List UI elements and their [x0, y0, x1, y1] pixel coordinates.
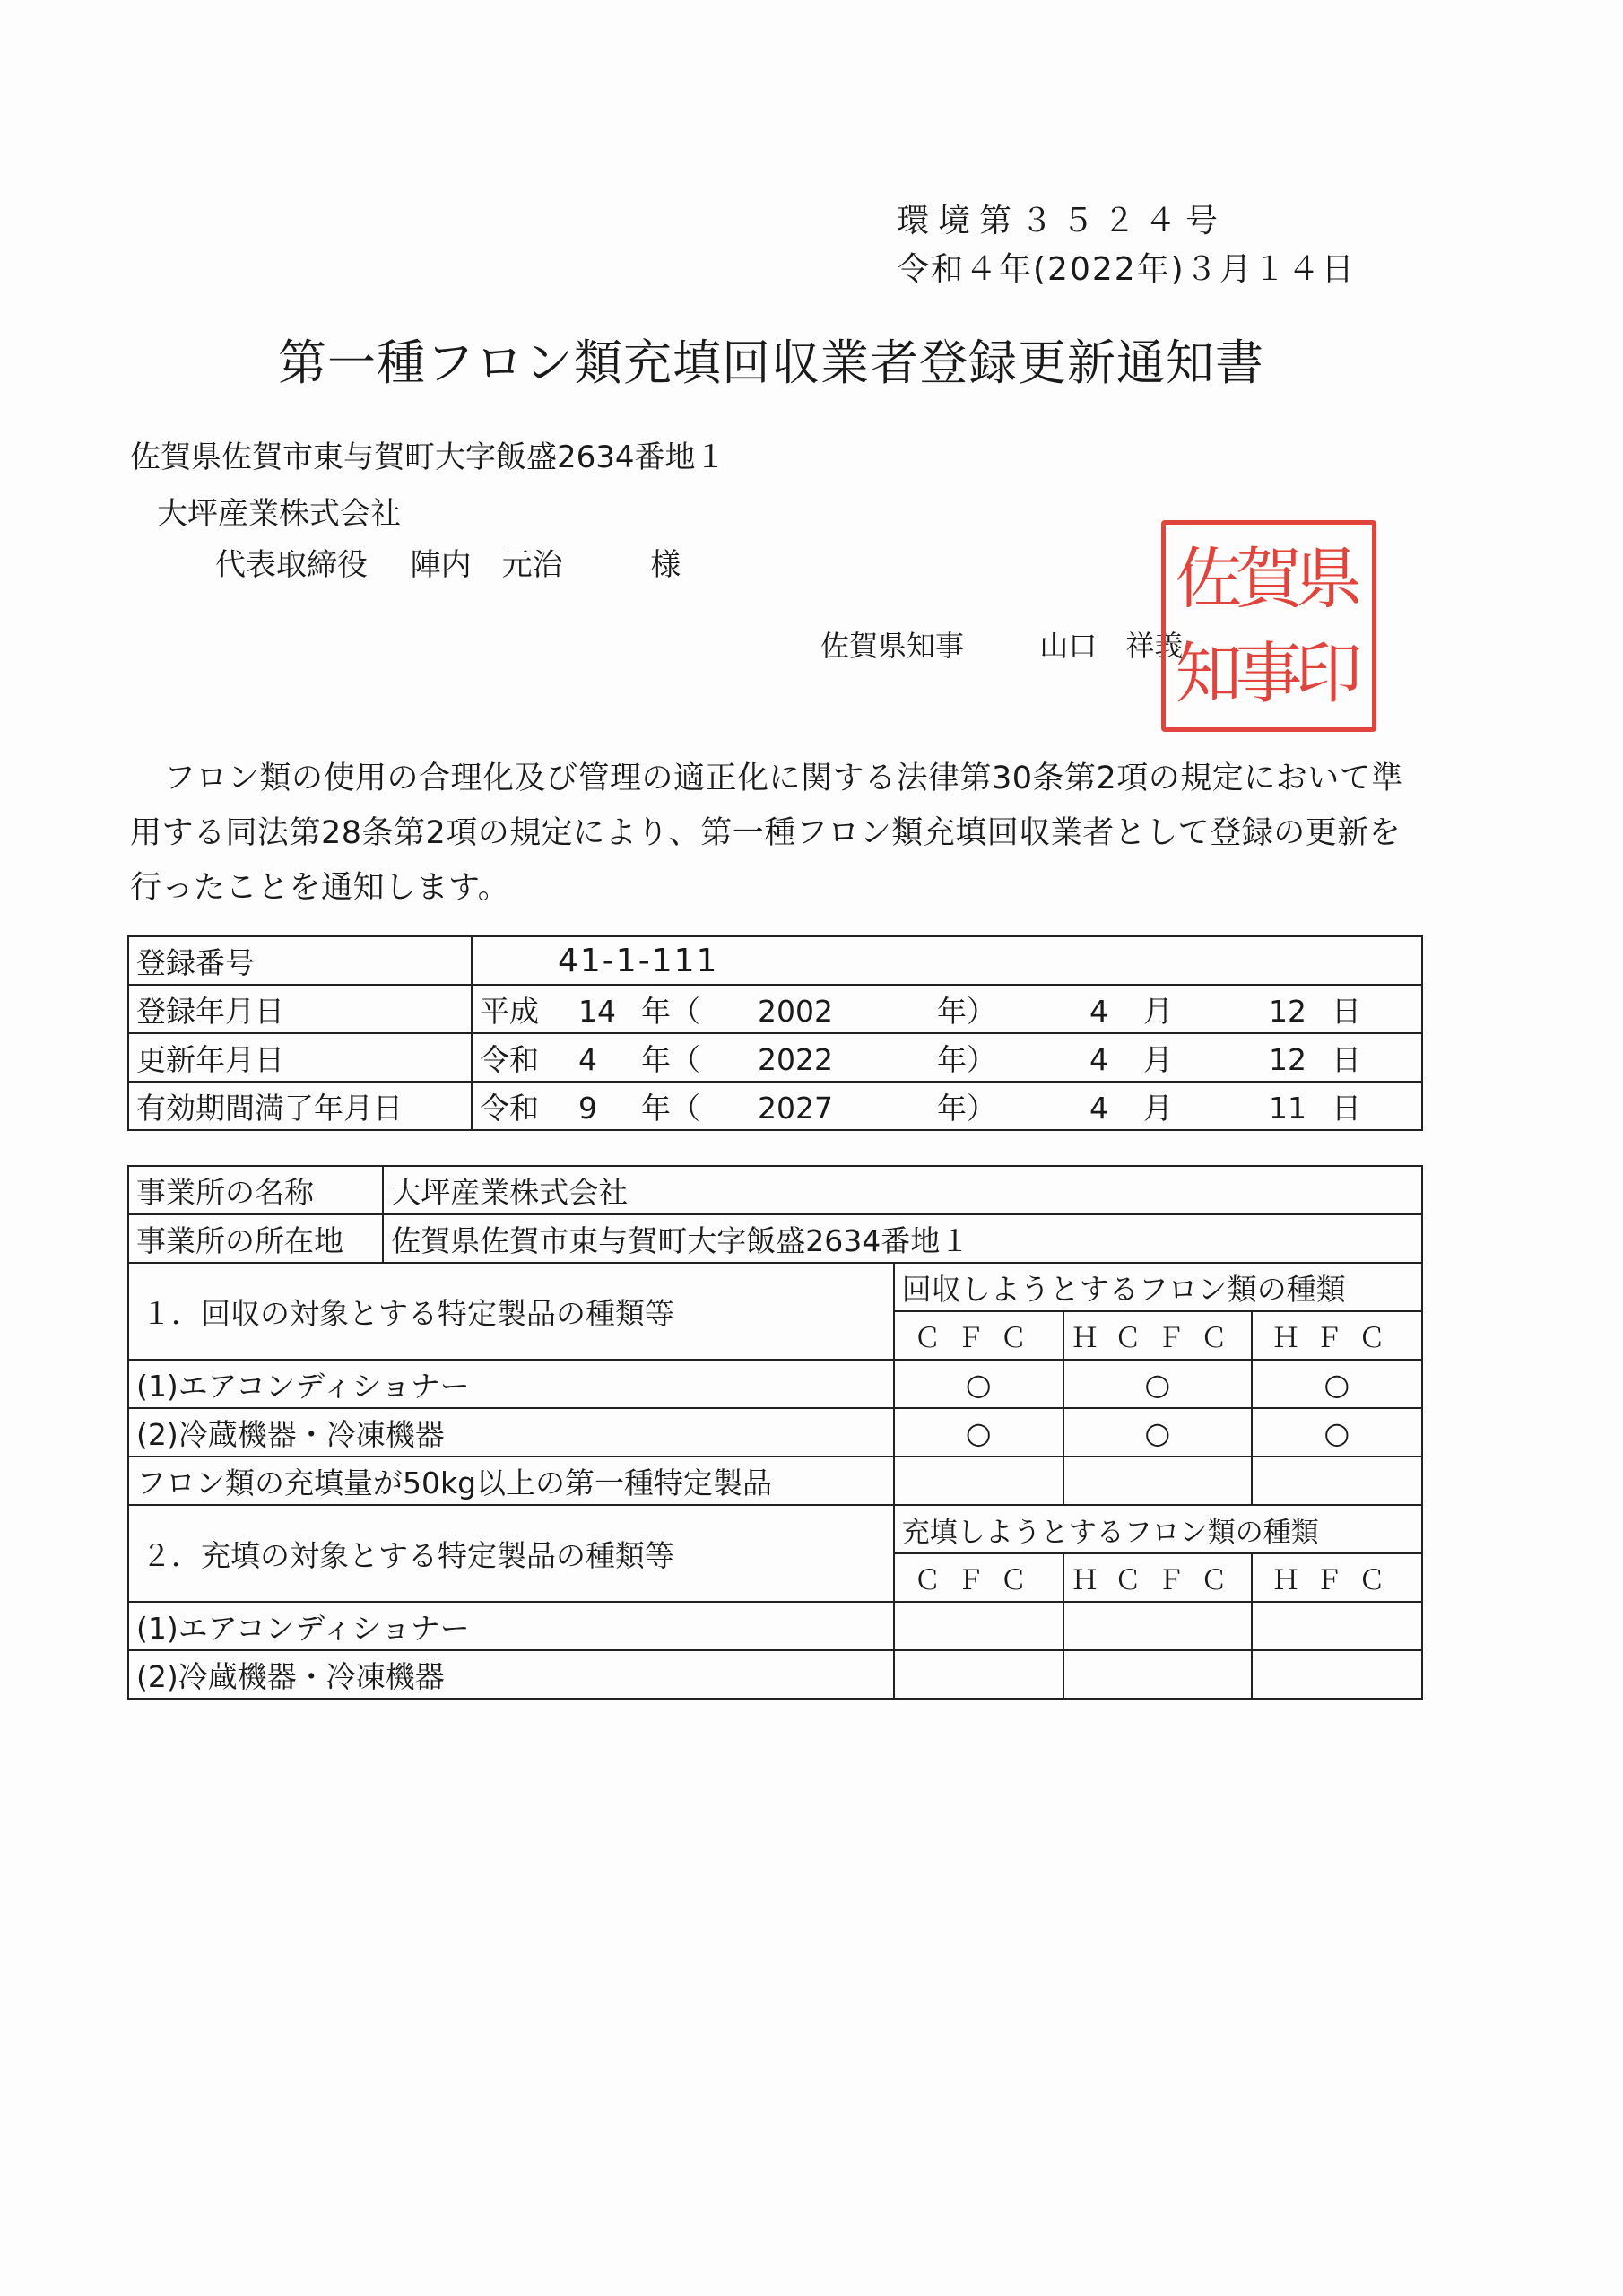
western-year: 2002	[758, 993, 833, 1029]
year-mark: 年（	[641, 1090, 700, 1126]
era: 令和	[480, 1041, 539, 1077]
check-mark	[1252, 1457, 1422, 1505]
office-name-label: 事業所の名称	[128, 1166, 383, 1214]
recovery-types-header: 回収しようとするフロン類の種類	[894, 1263, 1422, 1311]
recipient-address: 佐賀県佐賀市東与賀町大字飯盛2634番地１	[130, 439, 726, 475]
row-label: 有効期間満了年月日	[128, 1082, 472, 1130]
table-row	[128, 1166, 1422, 1214]
table-row	[128, 1408, 1422, 1457]
recipient-representative	[215, 540, 681, 584]
era: 平成	[480, 993, 539, 1029]
month-mark: 月	[1143, 1041, 1173, 1077]
column-hcfc: ＨＣＦＣ	[1063, 1553, 1252, 1602]
date-cell	[472, 1033, 1422, 1082]
column-cfc: ＣＦＣ	[894, 1311, 1063, 1360]
seal-graphic	[1166, 525, 1372, 727]
month: 4	[1089, 1090, 1108, 1126]
table-row	[128, 936, 1422, 985]
svg-text:知: 知	[1175, 634, 1243, 713]
official-seal	[1161, 520, 1376, 732]
month: 4	[1089, 1041, 1108, 1077]
year-close: 年）	[937, 1041, 996, 1077]
table-row	[128, 1457, 1422, 1505]
check-mark	[1252, 1602, 1422, 1650]
notice-body: フロン類の使用の合理化及び管理の適正化に関する法律第30条第2項の規定において準用する同法第28条第2項の規定により、第一種フロン類充填回収業者として登録の更新を行ったことを通知します。	[130, 761, 1403, 906]
check-mark	[1063, 1602, 1252, 1650]
office-table	[127, 1165, 1423, 1700]
svg-text:佐: 佐	[1175, 540, 1243, 619]
year-close: 年）	[937, 993, 996, 1029]
table-row	[128, 1650, 1422, 1699]
check-mark: ○	[1252, 1360, 1422, 1408]
year-mark: 年（	[641, 993, 700, 1029]
day-mark: 日	[1332, 1041, 1361, 1077]
issuer	[820, 623, 1183, 665]
table-row	[128, 1505, 1422, 1553]
day: 12	[1269, 1041, 1306, 1077]
check-mark	[1063, 1457, 1252, 1505]
check-mark	[894, 1457, 1063, 1505]
table-row	[128, 1263, 1422, 1311]
day-mark: 日	[1332, 1090, 1361, 1126]
filling-section-label: ２．充填の対象とする特定製品の種類等	[128, 1505, 894, 1602]
representative-name: 陣内 元治	[410, 547, 563, 583]
month-mark: 月	[1143, 993, 1173, 1029]
day-mark: 日	[1332, 993, 1361, 1029]
western-year: 2027	[758, 1090, 833, 1126]
office-location-label: 事業所の所在地	[128, 1214, 383, 1263]
row-label: 登録年月日	[128, 985, 472, 1033]
check-mark: ○	[894, 1408, 1063, 1457]
row-label: (2)冷蔵機器・冷凍機器	[128, 1408, 894, 1457]
year-close: 年）	[937, 1090, 996, 1126]
registration-table	[127, 935, 1423, 1131]
svg-text:印: 印	[1295, 634, 1363, 713]
table-row	[128, 1214, 1422, 1263]
era-year: 9	[578, 1090, 597, 1126]
table-row	[128, 1082, 1422, 1130]
check-mark: ○	[1063, 1360, 1252, 1408]
table-row	[128, 1360, 1422, 1408]
check-mark	[894, 1650, 1063, 1699]
reference-number: 環境第３５２４号	[897, 203, 1228, 239]
row-label: フロン類の充填量が50kg以上の第一種特定製品	[128, 1457, 894, 1505]
column-cfc: ＣＦＣ	[894, 1553, 1063, 1602]
svg-text:事: 事	[1235, 634, 1303, 713]
column-hfc: ＨＦＣ	[1252, 1553, 1422, 1602]
svg-text:賀: 賀	[1235, 540, 1303, 619]
document-title: 第一種フロン類充填回収業者登録更新通知書	[278, 335, 1264, 391]
svg-text:県: 県	[1295, 540, 1363, 619]
date-cell	[472, 985, 1422, 1033]
office-location: 佐賀県佐賀市東与賀町大字飯盛2634番地１	[383, 1214, 1422, 1263]
check-mark: ○	[894, 1360, 1063, 1408]
check-mark	[894, 1602, 1063, 1650]
era-year: 14	[578, 993, 616, 1029]
check-mark	[1063, 1650, 1252, 1699]
check-mark	[1252, 1650, 1422, 1699]
issue-date: 令和４年(2022年)３月１４日	[897, 251, 1356, 288]
table-row	[128, 1602, 1422, 1650]
recipient-company: 大坪産業株式会社	[157, 496, 401, 532]
row-label: (1)エアコンディショナー	[128, 1360, 894, 1408]
check-mark: ○	[1252, 1408, 1422, 1457]
column-hcfc: ＨＣＦＣ	[1063, 1311, 1252, 1360]
check-mark: ○	[1063, 1408, 1252, 1457]
western-year: 2022	[758, 1041, 833, 1077]
era: 令和	[480, 1090, 539, 1126]
month-mark: 月	[1143, 1090, 1173, 1126]
filling-types-header: 充填しようとするフロン類の種類	[894, 1505, 1422, 1553]
recovery-section-label: １．回収の対象とする特定製品の種類等	[128, 1263, 894, 1360]
date-cell	[472, 1082, 1422, 1130]
day: 12	[1269, 993, 1306, 1029]
day: 11	[1269, 1090, 1306, 1126]
row-label: (2)冷蔵機器・冷凍機器	[128, 1650, 894, 1699]
table-row	[128, 1033, 1422, 1082]
representative-title: 代表取締役	[215, 547, 368, 583]
row-label: (1)エアコンディショナー	[128, 1602, 894, 1650]
month: 4	[1089, 993, 1108, 1029]
table-row	[128, 985, 1422, 1033]
year-mark: 年（	[641, 1041, 700, 1077]
issuer-title: 佐賀県知事	[820, 629, 965, 663]
era-year: 4	[578, 1041, 597, 1077]
registration-number-label: 登録番号	[128, 936, 472, 985]
office-name: 大坪産業株式会社	[383, 1166, 1422, 1214]
issuer-name: 山口 祥義	[1039, 629, 1184, 663]
honorific: 様	[650, 547, 681, 583]
row-label: 更新年月日	[128, 1033, 472, 1082]
registration-number: 41-1-111	[472, 936, 1422, 985]
column-hfc: ＨＦＣ	[1252, 1311, 1422, 1360]
